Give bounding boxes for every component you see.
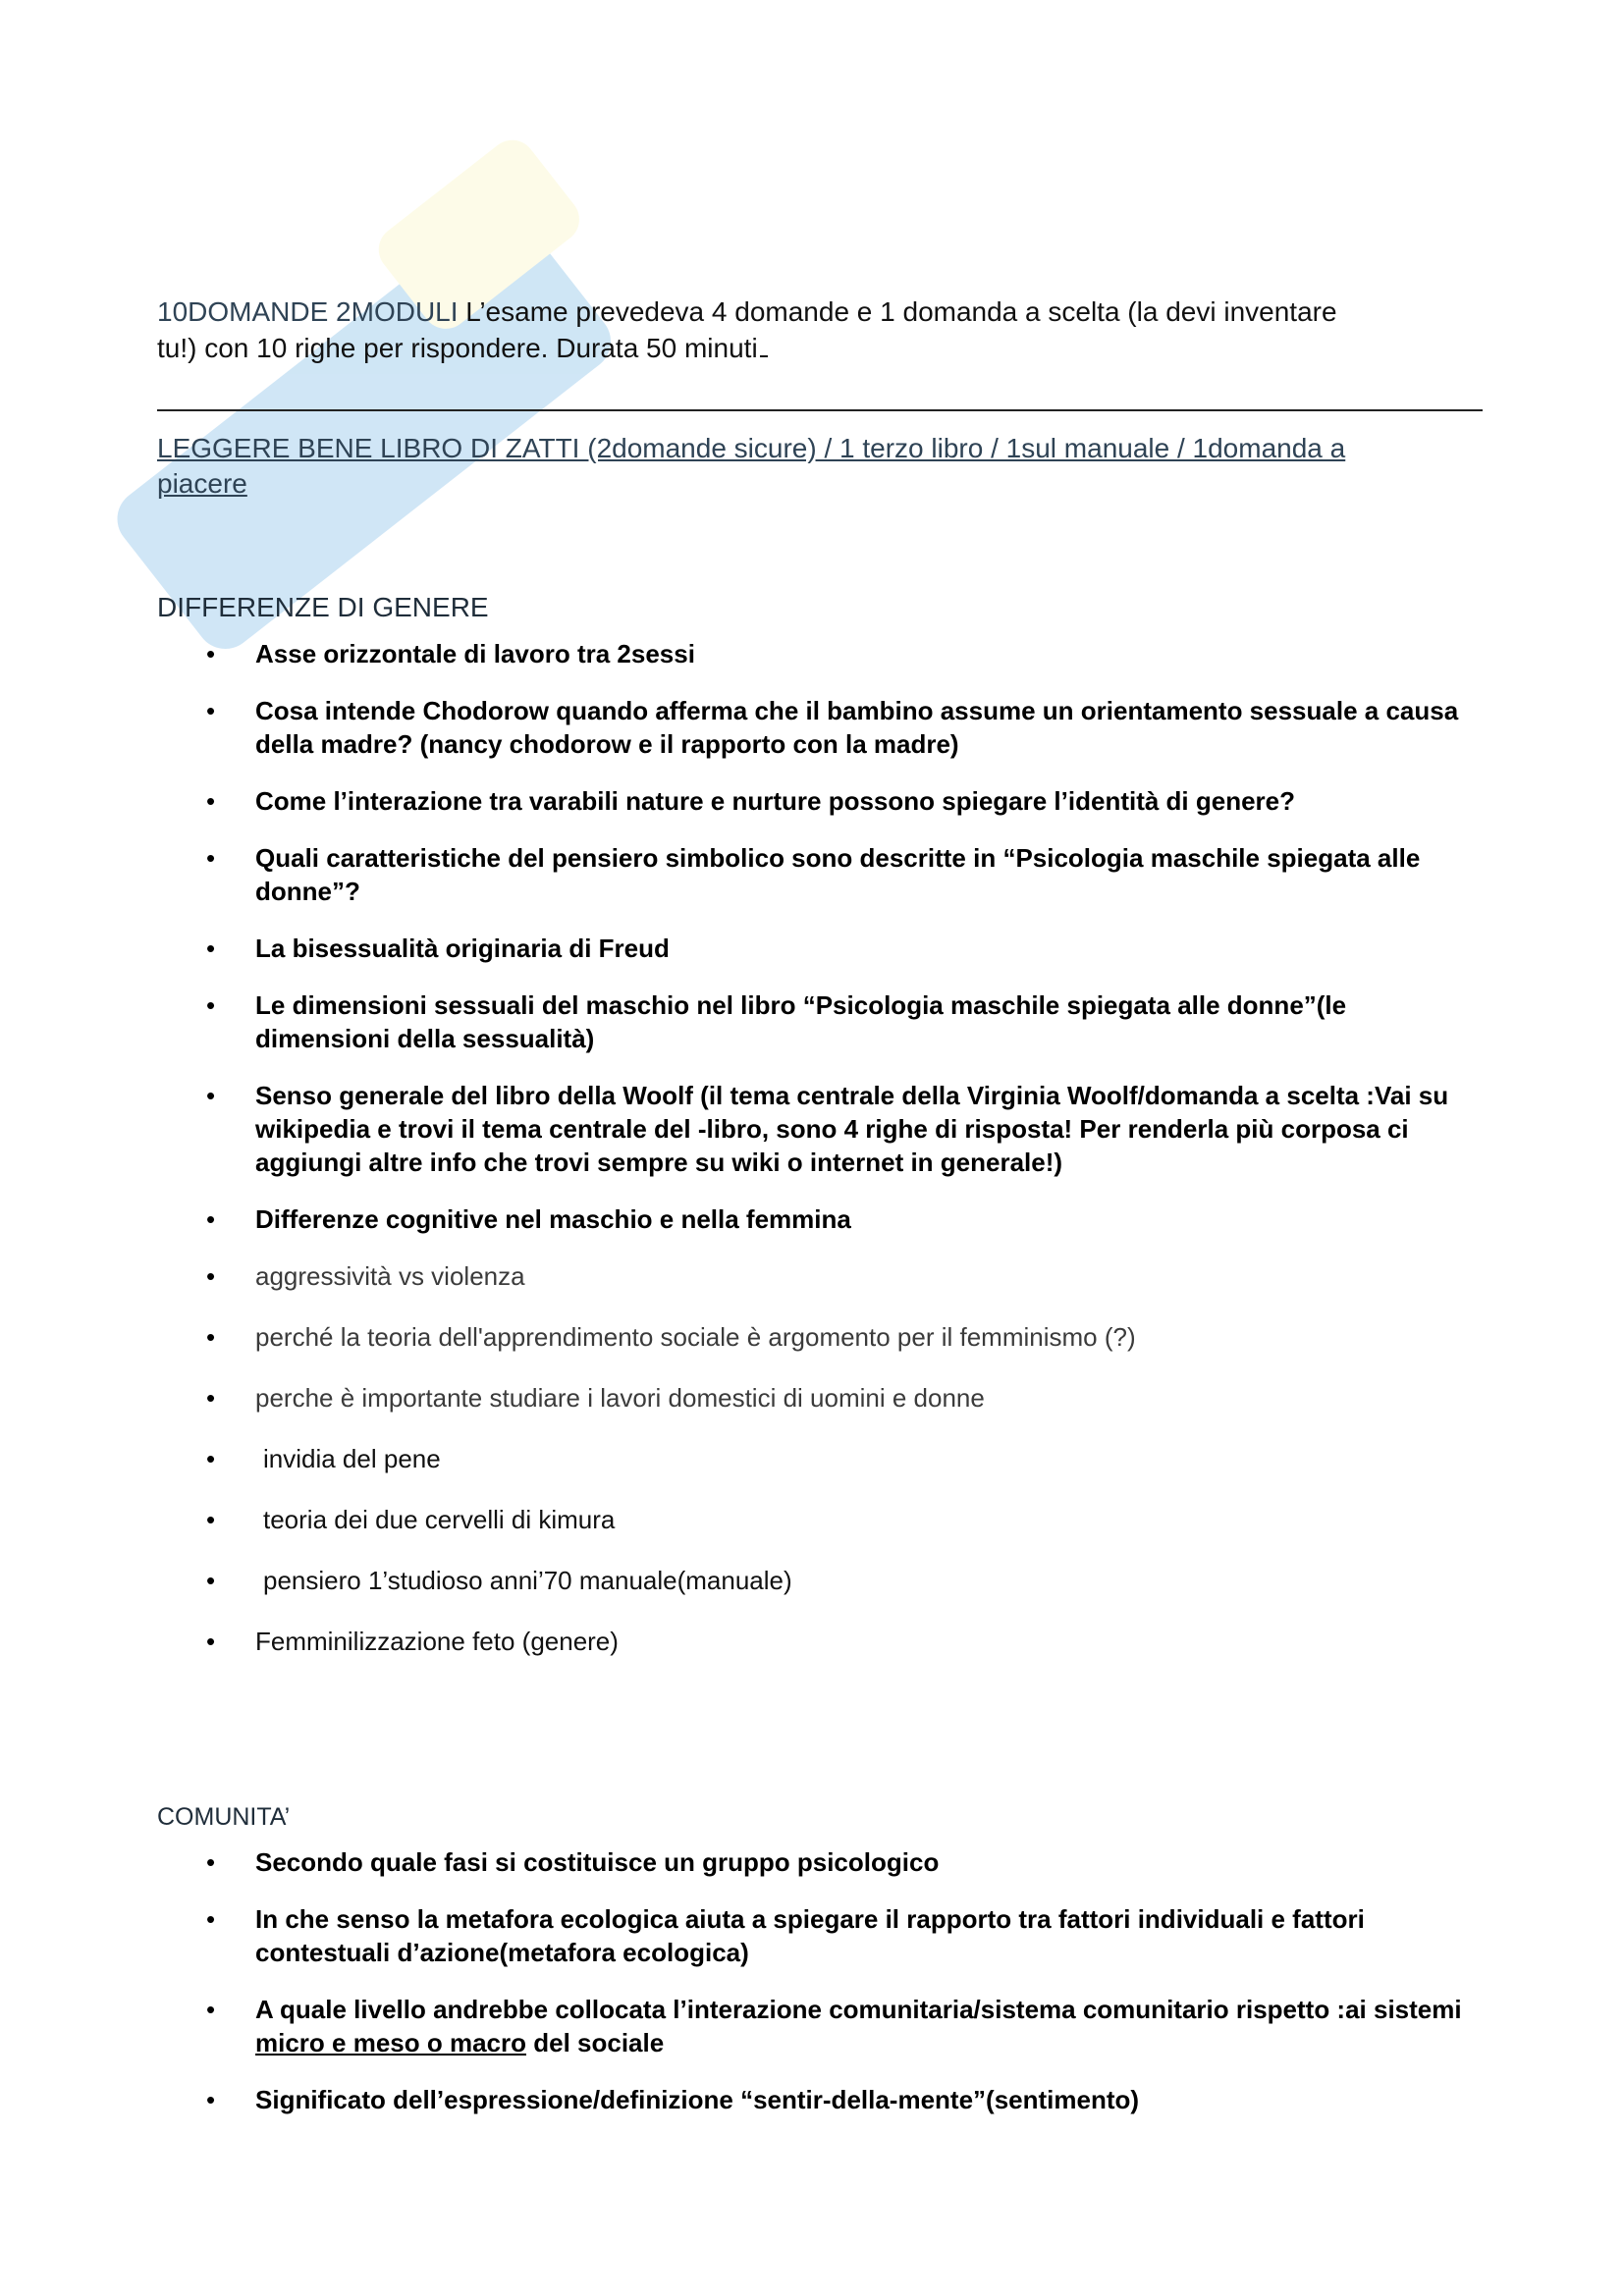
bullet-icon: • xyxy=(206,1322,216,1352)
bullet-icon: • xyxy=(206,639,216,668)
intro-text-line1: L’esame prevedeva 4 domande e 1 domanda a scelta (la devi inventare xyxy=(465,296,1337,327)
bullet-icon: • xyxy=(206,843,216,873)
list-item: • Significato dell’espressione/definizione “sentir-della-mente”(sentimento) xyxy=(206,2085,1140,2114)
list-item: • perche è importante studiare i lavori domestici di uomini e donne xyxy=(206,1383,985,1413)
list-item: • aggressività vs violenza xyxy=(206,1261,525,1291)
bullet-icon: • xyxy=(206,1566,216,1595)
bullet-icon: • xyxy=(206,1261,216,1291)
bullet-icon: • xyxy=(206,1995,216,2024)
reading-note xyxy=(157,431,1483,502)
horizontal-rule xyxy=(157,409,1483,411)
underlined-text: micro e meso o macro xyxy=(255,2028,526,2057)
question-list-comunita xyxy=(157,1845,1483,2116)
list-item: • teoria dei due cervelli di kimura xyxy=(206,1505,616,1534)
bullet-icon: • xyxy=(206,1627,216,1656)
bullet-icon: • xyxy=(206,1383,216,1413)
bullet-icon: • xyxy=(206,1847,216,1877)
list-item: • Le dimensioni sessuali del maschio nel libro “Psicologia maschile spiegata alle donne”(le dimensioni della sessualità) xyxy=(206,990,1347,1053)
section-title-comunita: COMUNITA’ xyxy=(157,1803,291,1831)
list-item: • Cosa intende Chodorow quando afferma che il bambino assume un orientamento sessuale a causa della madre? (nancy chodorow e il rapporto con la madre) xyxy=(206,696,1459,759)
bullet-icon: • xyxy=(206,1444,216,1473)
bullet-icon: • xyxy=(206,786,216,816)
document-body xyxy=(157,294,1483,2140)
intro-lead: 10DOMANDE 2MODULI xyxy=(157,296,466,327)
text-cursor xyxy=(760,330,768,357)
intro-text-line2: tu!) con 10 righe per rispondere. Durata 50 minuti xyxy=(157,333,758,363)
list-item: • Secondo quale fasi si costituisce un gruppo psicologico xyxy=(206,1847,940,1877)
list-item: • Quali caratteristiche del pensiero simbolico sono descritte in “Psicologia maschile spiegata alle donne”? xyxy=(206,843,1421,906)
list-item: • Femminilizzazione feto (genere) xyxy=(206,1627,619,1656)
list-item: • La bisessualità originaria di Freud xyxy=(206,934,670,963)
bullet-icon: • xyxy=(206,1904,216,1934)
list-item: • In che senso la metafora ecologica aiuta a spiegare il rapporto tra fattori individuali e fattori contestuali d’azione(metafora ecologica) xyxy=(206,1904,1365,1967)
question-list-differenze xyxy=(157,637,1483,1658)
list-item: • Asse orizzontale di lavoro tra 2sessi xyxy=(206,639,695,668)
list-item: • Differenze cognitive nel maschio e nella femmina xyxy=(206,1204,851,1234)
bullet-icon: • xyxy=(206,2085,216,2114)
reading-note-line1: LEGGERE BENE LIBRO DI ZATTI (2domande sicure) / 1 terzo libro / 1sul manuale / 1domanda a xyxy=(157,433,1346,463)
list-item: • Come l’interazione tra varabili nature e nurture possono spiegare l’identità di genere? xyxy=(206,786,1296,816)
intro-paragraph xyxy=(157,294,1483,366)
list-item: • A quale livello andrebbe collocata l’interazione comunitaria/sistema comunitario rispetto :ai sistemi micro e meso o macro del sociale xyxy=(206,1995,1462,2057)
list-item: • Senso generale del libro della Woolf (il tema centrale della Virginia Woolf/domanda a scelta :Vai su wikipedia e trovi il tema centrale del -libro, sono 4 righe di risposta! Per renderla più corposa ci aggiungi altre info che trovi sempre su wiki o internet in generale!) xyxy=(206,1081,1449,1177)
bullet-icon: • xyxy=(206,1081,216,1110)
bullet-icon: • xyxy=(206,934,216,963)
bullet-icon: • xyxy=(206,1204,216,1234)
list-item: • invidia del pene xyxy=(206,1444,441,1473)
reading-note-line2: piacere xyxy=(157,468,247,499)
bullet-icon: • xyxy=(206,990,216,1020)
list-item: • perché la teoria dell'apprendimento sociale è argomento per il femminismo (?) xyxy=(206,1322,1136,1352)
bullet-icon: • xyxy=(206,696,216,725)
section-title-differenze: DIFFERENZE DI GENERE xyxy=(157,592,489,622)
list-item: • pensiero 1’studioso anni’70 manuale(manuale) xyxy=(206,1566,792,1595)
bullet-icon: • xyxy=(206,1505,216,1534)
